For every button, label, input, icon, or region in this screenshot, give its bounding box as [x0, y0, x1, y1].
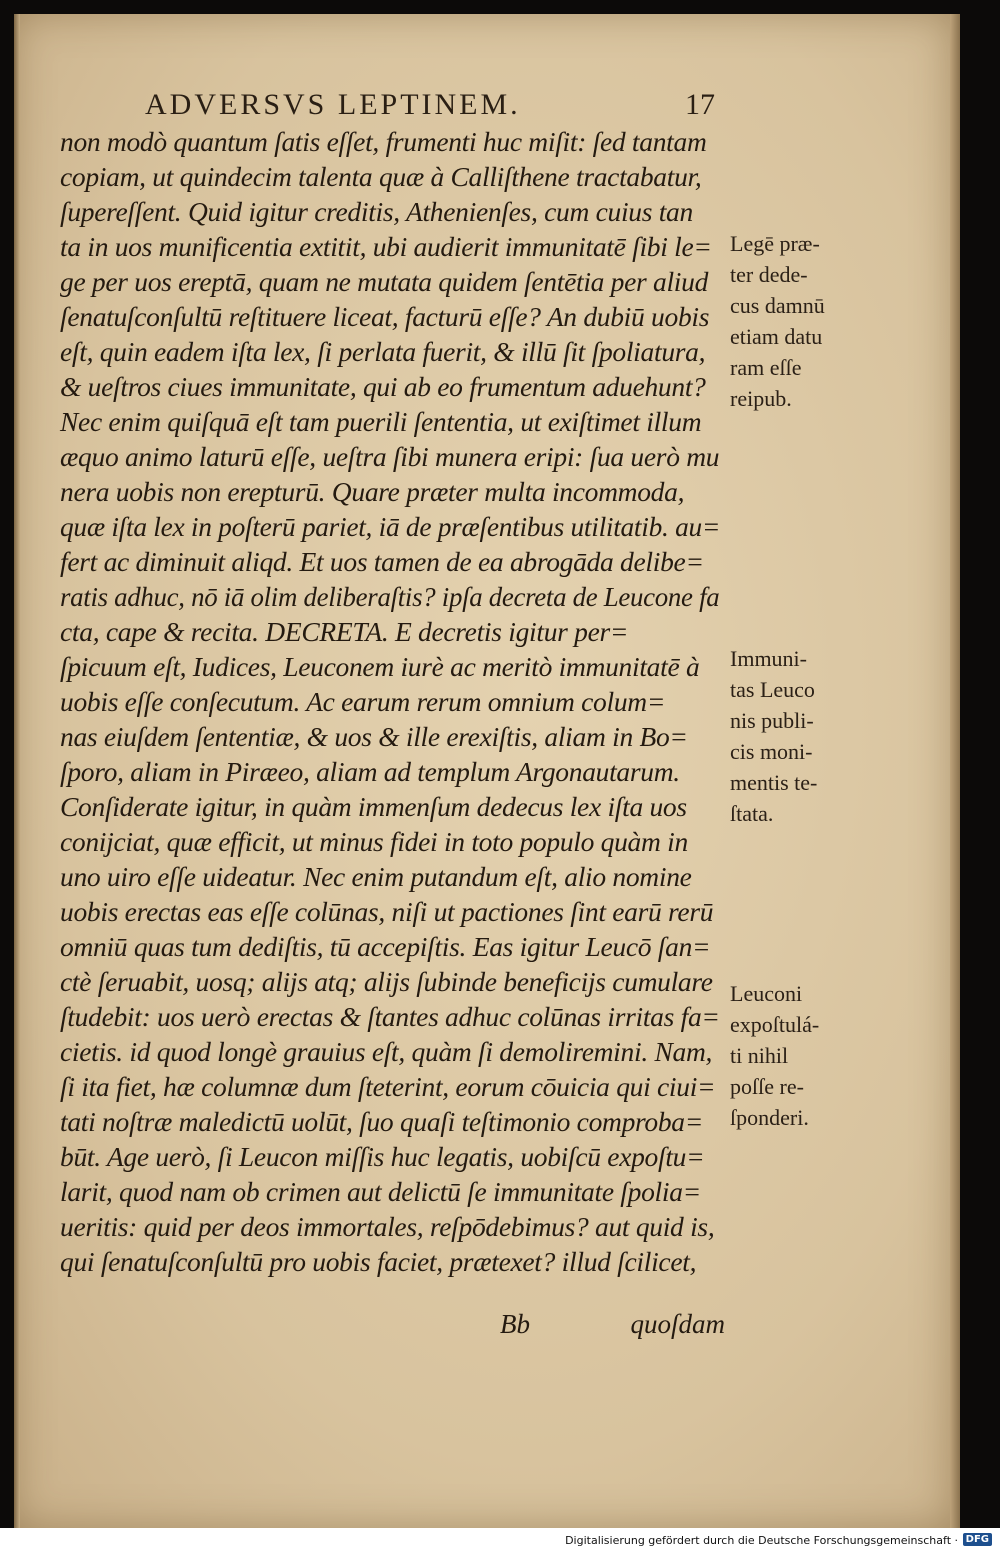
text-line: Nec enim quiſquā eſt tam puerili ſententia, ut exiſtimet illum [60, 406, 702, 437]
text-line: non modò quantum ſatis eſſet, frumenti huc miſit: ſed tantam [60, 126, 707, 157]
text-line: conijciat, quæ efficit, ut minus fidei in toto populo quàm in [60, 826, 688, 857]
text-line: larit, quod nam ob crimen aut delictū ſe immunitate ſpolia= [60, 1176, 701, 1207]
text-line: ſpicuum eſt, Iudices, Leuconem iurè ac meritò immunitatē à [60, 651, 700, 682]
text-line: ſporo, aliam in Piræeo, aliam ad templum Argonautarum. [60, 756, 680, 787]
text-line: nera uobis non erepturū. Quare præter multa incommoda, [60, 476, 685, 507]
marginal-note-3 [730, 978, 845, 1133]
text-line: cta, cape & recita. DECRETA. E decretis igitur per= [60, 616, 629, 647]
marginal-note-line: Immuni- [730, 646, 807, 671]
dfg-logo: DFG [963, 1533, 992, 1546]
marginal-note-line: cis moni- [730, 739, 813, 764]
signature-mark: Bb [500, 1309, 530, 1339]
text-line: ge per uos ereptā, quam ne mutata quidem ſentētia per aliud [60, 266, 709, 297]
marginal-note-1 [730, 228, 845, 414]
text-line: būt. Age uerò, ſi Leucon miſſis huc legatis, uobiſcū expoſtu= [60, 1141, 705, 1172]
marginal-note-line: poſſe re- [730, 1074, 804, 1099]
text-line: & ueſtros ciues immunitate, qui ab eo frumentum aduehunt? [60, 371, 706, 402]
text-line: copiam, ut quindecim talenta quæ à Calliſthene tractabatur, [60, 161, 702, 192]
page-fore-edge [950, 14, 960, 1528]
catchword: quoſdam [630, 1309, 725, 1339]
marginal-note-line: ter dede- [730, 262, 808, 287]
marginal-note-2 [730, 643, 845, 829]
text-line: ctè ſeruabit, uosq; alijs atq; alijs ſubinde beneficijs cumulare [60, 966, 713, 997]
marginal-note-line: Legē præ- [730, 231, 820, 256]
running-head: ADVERSVS LEPTINEM. [145, 88, 521, 121]
marginal-note-line: etiam datu [730, 324, 823, 349]
text-line: ratis adhuc, nō iā olim deliberaſtis? ipſa decreta de Leucone fa [60, 581, 720, 612]
page-number: 17 [685, 88, 715, 121]
text-line: uobis eſſe conſecutum. Ac earum rerum omnium colum= [60, 686, 666, 717]
catchword-row [60, 1309, 725, 1345]
marginal-note-line: mentis te- [730, 770, 818, 795]
text-line: tati noſtræ maledictū uolūt, ſuo quaſi teſtimonio comproba= [60, 1106, 704, 1137]
marginal-note-line: expoſtulá- [730, 1012, 820, 1037]
marginal-note-line: nis publi- [730, 708, 814, 733]
marginal-note-line: Leuconi [730, 981, 803, 1006]
marginal-note-line: tas Leuco [730, 677, 815, 702]
marginal-note-line: ti nihil [730, 1043, 789, 1068]
text-line: ſi ita fiet, hæ columnæ dum ſteterint, eorum cōuicia qui ciui= [60, 1071, 716, 1102]
text-line: æquo animo laturū eſſe, ueſtra ſibi munera eripi: ſua uerò mu [60, 441, 720, 472]
text-line: qui ſenatuſconſultū pro uobis faciet, prætexet? illud ſcilicet, [60, 1246, 697, 1277]
funding-credit: Digitalisierung gefördert durch die Deutsche Forschungsgemeinschaft · [565, 1534, 958, 1547]
text-line: nas eiuſdem ſententiæ, & uos & ille erexiſtis, aliam in Bo= [60, 721, 688, 752]
text-line: fert ac diminuit aliqd. Et uos tamen de ea abrogāda delibe= [60, 546, 704, 577]
footer-bar [0, 1528, 1000, 1554]
text-line: ſupereſſent. Quid igitur creditis, Athenienſes, cum cuius tan [60, 196, 693, 227]
page-header [145, 84, 715, 124]
marginal-note-line: reipub. [730, 386, 792, 411]
text-line: omniū quas tum dediſtis, tū accepiſtis. Eas igitur Leucō ſan= [60, 931, 711, 962]
text-line: ta in uos munificentia extitit, ubi audierit immunitatē ſibi le= [60, 231, 712, 262]
marginal-note-line: ſtata. [730, 801, 774, 826]
text-line: eſt, quin eadem iſta lex, ſi perlata fuerit, & illū ſit ſpoliatura, [60, 336, 706, 367]
text-line: Conſiderate igitur, in quàm immenſum dedecus lex iſta uos [60, 791, 687, 822]
marginal-note-line: ram eſſe [730, 355, 802, 380]
text-line: quæ iſta lex in poſterū pariet, iā de præſentibus utilitatib. au= [60, 511, 721, 542]
text-line: cietis. id quod longè grauius eſt, quàm ſi demoliremini. Nam, [60, 1036, 713, 1067]
text-line: uno uiro eſſe uideatur. Nec enim putandum eſt, alio nomine [60, 861, 692, 892]
page-gutter [14, 14, 20, 1528]
text-line: uobis erectas eas eſſe colūnas, niſi ut pactiones ſint earū rerū [60, 896, 714, 927]
marginal-note-line: ſponderi. [730, 1105, 809, 1130]
text-line: ueritis: quid per deos immortales, reſpōdebimus? aut quid is, [60, 1211, 715, 1242]
body-text [60, 124, 720, 1279]
marginal-note-line: cus damnū [730, 293, 825, 318]
text-line: ſtudebit: uos uerò erectas & ſtantes adhuc colūnas irritas fa= [60, 1001, 720, 1032]
text-line: ſenatuſconſultū reſtituere liceat, facturū eſſe? An dubiū uobis [60, 301, 710, 332]
